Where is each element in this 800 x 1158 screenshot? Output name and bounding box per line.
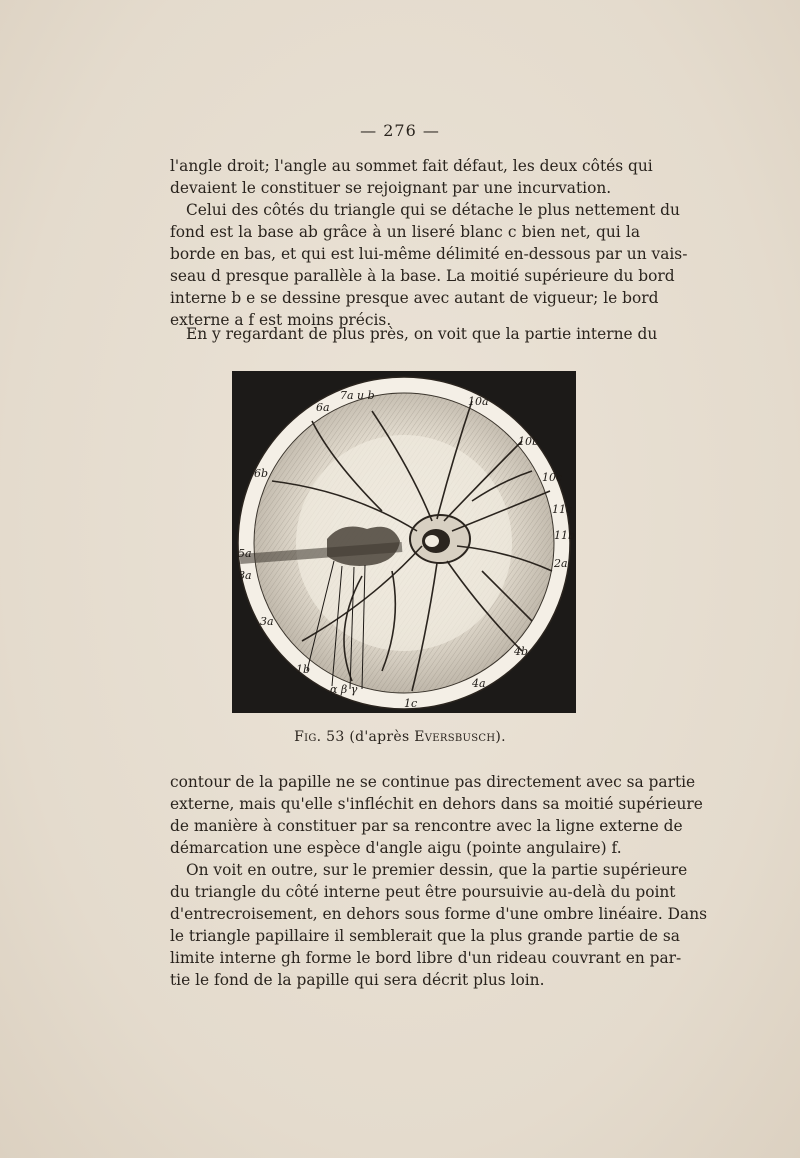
text-line: seau d presque parallèle à la base. La moitié supérieure du bord xyxy=(170,267,675,285)
label-11b: 11b xyxy=(554,529,576,542)
caption-prefix: Fig. xyxy=(294,729,322,745)
label-2a: 2a xyxy=(554,557,568,570)
text-line: démarcation une espèce d'angle aigu (pointe angulaire) f. xyxy=(170,839,622,857)
label-11a: 11a xyxy=(552,503,573,516)
text-line: le triangle papillaire il semblerait que la plus grande partie de sa xyxy=(170,927,680,945)
label-10b: 10b xyxy=(518,435,540,448)
fundus-illustration xyxy=(232,371,576,713)
label-5a: 5a xyxy=(238,547,252,560)
paragraph-4 xyxy=(170,771,703,859)
label-1c: 1c xyxy=(404,697,418,710)
page-number: — 276 — xyxy=(360,121,440,140)
label-10c: 10c xyxy=(542,471,563,484)
label-4a: 4a xyxy=(472,677,486,690)
text-line: externe a f est moins précis. xyxy=(170,311,392,329)
caption-number: 53 (d'après xyxy=(321,729,415,745)
text-line: Celui des côtés du triangle qui se détache le plus nettement du xyxy=(186,201,680,219)
label-4b: 4b xyxy=(514,645,529,658)
text-line: borde en bas, et qui est lui-même délimité en-dessous par un vais- xyxy=(170,245,688,263)
label-1b: 1b xyxy=(296,663,311,676)
text-line: contour de la papille ne se continue pas directement avec sa partie xyxy=(170,773,696,791)
text-line: On voit en outre, sur le premier dessin, que la partie supérieure xyxy=(186,861,688,879)
text-line: tie le fond de la papille qui sera décrit plus loin. xyxy=(170,971,545,989)
caption-suffix: ). xyxy=(495,729,506,745)
label-10a: 10a xyxy=(468,395,489,408)
label-7a-u-b: 7a u b xyxy=(340,389,375,402)
text-line: l'angle droit; l'angle au sommet fait défaut, les deux côtés qui xyxy=(170,157,653,175)
text-line: En y regardant de plus près, on voit que la partie interne du xyxy=(186,325,658,343)
fundus-figure xyxy=(232,371,576,713)
text-line: interne b e se dessine presque avec autant de vigueur; le bord xyxy=(170,289,659,307)
label-6a: 6a xyxy=(316,401,330,414)
text-line: de manière à constituer par sa rencontre avec la ligne externe de xyxy=(170,817,683,835)
label-8a: 8a xyxy=(238,569,252,582)
paragraph-3 xyxy=(170,323,658,345)
label-3a: 3a xyxy=(260,615,274,628)
paragraph-1 xyxy=(170,155,653,199)
paragraph-5 xyxy=(170,859,708,991)
caption-author: Eversbusch xyxy=(414,729,496,745)
text-line: limite interne gh forme le bord libre d'un rideau couvrant en par- xyxy=(170,949,682,967)
paragraph-2 xyxy=(170,199,688,331)
label-6b: 6b xyxy=(254,467,269,480)
label-alpha-beta-gamma: α β γ xyxy=(330,683,358,696)
figure-caption xyxy=(0,729,800,745)
text-line: du triangle du côté interne peut être poursuivie au-delà du point xyxy=(170,883,676,901)
text-line: devaient le constituer se rejoignant par une incurvation. xyxy=(170,179,612,197)
text-line: fond est la base ab grâce à un liseré blanc c bien net, qui la xyxy=(170,223,640,241)
text-line: d'entrecroisement, en dehors sous forme d'une ombre linéaire. Dans xyxy=(170,905,708,923)
text-line: externe, mais qu'elle s'infléchit en dehors dans sa moitié supérieure xyxy=(170,795,703,813)
